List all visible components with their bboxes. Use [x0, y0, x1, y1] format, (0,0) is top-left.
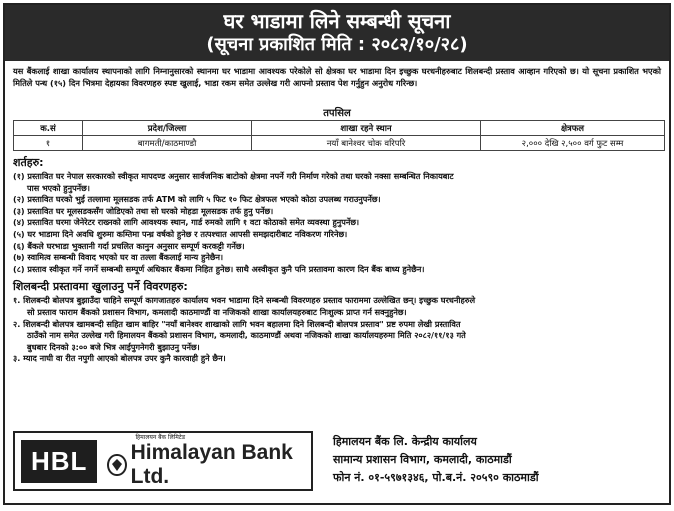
- condition-line: पास भएको हुनुपर्नेछ।: [27, 182, 90, 193]
- bank-emblem-icon: [107, 454, 126, 476]
- notice-title: घर भाडामा लिने सम्बन्धी सूचना: [223, 9, 451, 33]
- bank-name: Himalayan Bank Ltd.: [130, 441, 293, 488]
- detail-line: बुधबार दिनको ३:०० बजे भित्र आईपुगनेगरी बुझाउनु पर्नेछ।: [27, 341, 200, 352]
- table-row: [14, 136, 665, 151]
- table-cell: बागमती/काठमाण्डौ: [83, 136, 252, 151]
- table-title: तपसिल: [323, 108, 351, 119]
- table-header: शाखा रहने स्थान: [252, 121, 481, 136]
- details-heading: शिलबन्दी प्रस्तावमा खुलाउनु पर्ने विवरणहरु:: [13, 280, 188, 294]
- table-header: क्षेत्रफल: [481, 121, 665, 136]
- condition-line: (५) घर भाडामा दिने अवधि शुरुमा कम्तिमा पन्ध्र वर्षको हुनेछ र तत्पश्चात आपसी समझदारीबाट नविकरण गरिनेछ।: [13, 228, 348, 239]
- table-header-row: [14, 121, 665, 136]
- conditions-heading: शर्तहरु:: [13, 156, 44, 169]
- address-line: हिमालयन बैंक लि. केन्द्रीय कार्यालय: [333, 435, 477, 448]
- table-cell: १: [14, 136, 83, 151]
- table-cell: नयाँ बानेश्वर चोक वरिपरि: [252, 136, 481, 151]
- condition-line: (१) प्रस्तावित घर नेपाल सरकारको स्वीकृत मापदण्ड अनुसार सार्वजनिक बाटोको क्षेत्रमा नपर्ने गरी निर्माण गरेको तथा घरको नक्सा सम्बन्धित निकायबाट: [13, 171, 454, 181]
- footer: [13, 427, 661, 497]
- notice-banner: [5, 5, 669, 61]
- bank-name-block: [107, 433, 305, 489]
- table-header: प्रदेश/जिल्ला: [83, 121, 252, 136]
- conditions-list: [5, 171, 669, 275]
- notice-subtitle: (सूचना प्रकाशित मिति : २०८२/१०/२८): [206, 34, 468, 55]
- address-line: फोन नं. ०१-५९७१३४६, पो.ब.नं. २०५९० काठमाडौं: [333, 471, 539, 484]
- condition-line: (३) प्रस्तावित घर मूलसडकसँग जोडिएको तथा सो घरको मोहडा मूलसडक तर्फ हुनु पर्नेछ।: [13, 205, 274, 216]
- details-table: [13, 120, 665, 151]
- detail-line: ठाउँको नाम समेत उल्लेख गरी हिमालयन बैंकको प्रशासन विभाग, कमलादी, काठमाण्डौं अथवा नजिकको शाखा कार्यालयहरुमा मिति २०८२/११/१३ गते: [27, 330, 466, 341]
- condition-line: (७) स्वामित्व सम्बन्धी विवाद भएको घर वा तल्ला बैंकलाई मान्य हुनेछैन।: [13, 252, 224, 263]
- table-cell: २,००० देखि २,५०० वर्ग फुट सम्म: [481, 136, 665, 151]
- bank-name-row: [107, 441, 305, 489]
- bank-logo: [13, 431, 313, 491]
- address-line: सामान्य प्रशासन विभाग, कमलादी, काठमाडौं: [333, 453, 512, 466]
- table-header: क.सं: [14, 121, 83, 136]
- address-block: [333, 427, 539, 497]
- detail-line: २. शिलबन्दी बोलपत्र खामबन्दी सहित खाम बाहिर "नयाँ बानेश्वर शाखाको लागि भवन बहालमा दिने शिलबन्दी बोलपत्र प्रस्ताव" प्रष्ट रुपमा लेखी प्रस्तावित: [13, 318, 461, 329]
- detail-line: सो प्रस्ताव फाराम बैंकको प्रशासन विभाग, कमलादी काठमाण्डौं वा नजिकको शाखा कार्यालयहरुबाट निःशुल्क प्राप्त गर्न सक्नुहुनेछ।: [27, 306, 407, 317]
- detail-line: ३. म्याद नाघी वा रीत नपुगी आएको बोलपत्र उपर कुनै कारवाही हुने छैन।: [13, 353, 226, 364]
- notice-page: [3, 3, 671, 505]
- bank-name-nepali-small: हिमालयन बैंक लिमिटेड: [135, 434, 186, 441]
- intro-paragraph: यस बैंकलाई शाखा कार्यालय स्थापनाको लागि निम्नानुसारको स्थानमा घर भाडामा आवश्यक परेकोले सो क्षेत्रका घर भाडामा दिन इच्छुक घरधनीहरुबाट शिलबन्दी प्रस्ताव आव्हान गरिएको छ। यो सूचना प्रकाशित भएको मितिले पन्ध (१५) दिन भित्रमा देहायका विवरणहरु स्पष्ट खुलाई, भाडा रकम समेत उल्लेख गरी आफ्नो प्रस्ताव पेश गर्नुहुन अनुरोध गरिन्छ।: [13, 66, 661, 88]
- condition-line: (४) प्रस्तावित घरमा जेनेरेटर राख्नको लागि आवश्यक स्थान, गार्ड रुमको लागि १ वटा कोठाको समेत व्यवस्था हुनुपर्नेछ।: [13, 217, 360, 228]
- hbl-logo-text: HBL: [21, 440, 97, 483]
- detail-line: १. शिलबन्दी बोलपत्र बुझाउँदा चाहिने सम्पूर्ण कागजातहरु कार्यालय भवन भाडामा दिने सम्बन्धी विवरणहरु प्रस्ताव फाराममा उल्लेखित छन्। इच्छुक घरधनीहरुले: [13, 295, 476, 306]
- condition-line: (२) प्रस्तावित घरको भुई तल्लामा मूलसडक तर्फ ATM को लागि ५ फिट १० फिट क्षेत्रफल भएको कोठा उपलब्ध गराउनुपर्नेछ।: [13, 194, 381, 205]
- details-list: [5, 295, 669, 365]
- condition-line: (६) बैंकले घरभाडा भुक्तानी गर्दा प्रचलित कानुन अनुसार सम्पूर्ण करकट्टी गर्नेछ।: [13, 240, 245, 251]
- condition-line: (८) प्रस्ताव स्वीकृत गर्ने नगर्ने सम्बन्धी सम्पूर्ण अधिकार बैंकमा निहित हुनेछ। साथै अस्वीकृत कुनै पनि प्रस्तावमा कारण दिन बैंक बाध्य हुनेछैन।: [13, 263, 425, 274]
